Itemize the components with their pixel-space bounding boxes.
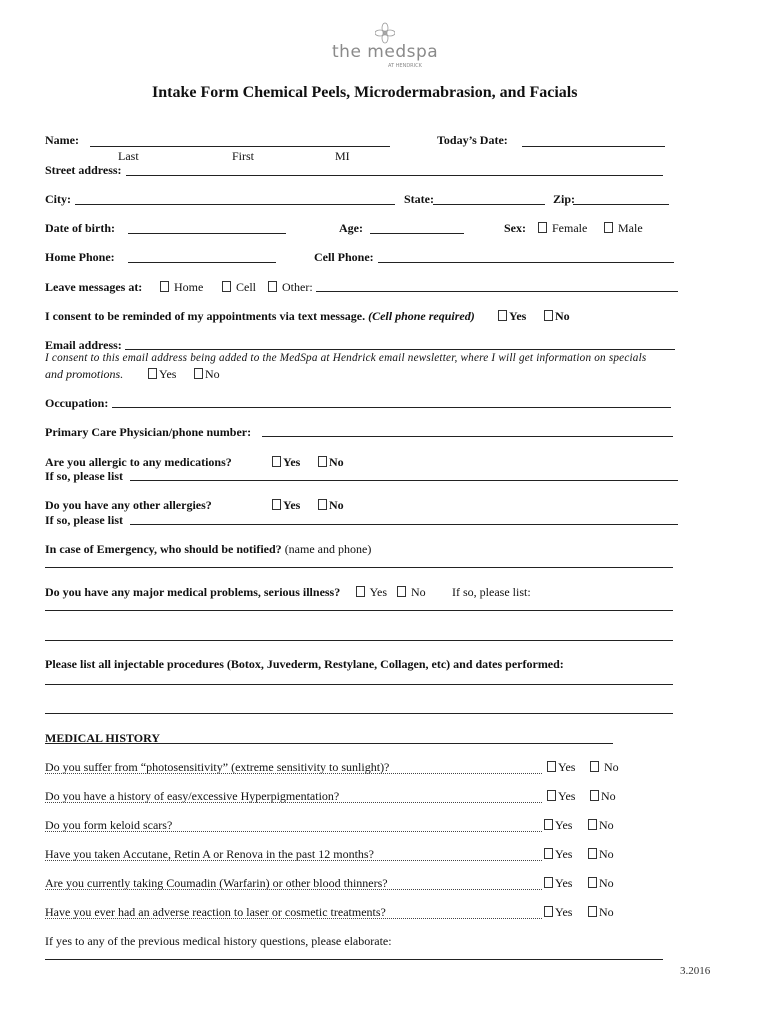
leave-cell-option[interactable] [222, 280, 256, 295]
checkbox-icon[interactable] [547, 761, 556, 772]
age-field[interactable] [370, 233, 464, 234]
emergency-label: In case of Emergency, who should be notified? [45, 542, 282, 556]
mh-q5-no[interactable] [588, 876, 614, 891]
checkbox-icon[interactable] [318, 456, 327, 467]
checkbox-icon[interactable] [318, 499, 327, 510]
home-phone-field[interactable] [128, 262, 276, 263]
mh-question-4: Have you taken Accutane, Retin A or Renova in the past 12 months? [45, 847, 374, 861]
first-label: First [232, 149, 255, 163]
checkbox-icon[interactable] [194, 368, 203, 379]
email-field[interactable] [125, 349, 675, 350]
no-label: No [599, 876, 614, 890]
dob-field[interactable] [128, 233, 286, 234]
emergency-contact [45, 542, 371, 557]
emergency-note: (name and phone) [284, 542, 372, 556]
yes-label: Yes [555, 876, 573, 890]
checkbox-icon[interactable] [148, 368, 157, 379]
text-consent-yes[interactable] [498, 309, 526, 324]
mh-dotted-leader [45, 918, 542, 919]
no-label: No [599, 905, 614, 919]
sex-label: Sex: [504, 221, 526, 235]
major-medical-field-1[interactable] [45, 610, 673, 611]
text-consent [45, 309, 475, 324]
text-consent-no[interactable] [544, 309, 570, 324]
allergic-meds-yes[interactable] [272, 455, 300, 470]
female-label: Female [552, 221, 588, 235]
checkbox-icon[interactable] [590, 761, 599, 772]
mh-question-5: Are you currently taking Coumadin (Warfarin) or other blood thinners? [45, 876, 388, 890]
email-consent-yes[interactable] [148, 367, 176, 382]
if-so-list-label: If so, please list [45, 513, 123, 527]
mh-question-3: Do you form keloid scars? [45, 818, 173, 832]
checkbox-icon[interactable] [544, 877, 553, 888]
no-label: No [601, 789, 616, 803]
checkbox-icon[interactable] [547, 790, 556, 801]
mh-dotted-leader [45, 889, 542, 890]
yes-label: Yes [509, 309, 527, 323]
pcp-field[interactable] [262, 436, 673, 437]
yes-label: Yes [555, 847, 573, 861]
yes-label: Yes [159, 367, 177, 381]
yes-label: Yes [555, 905, 573, 919]
todays-date-field[interactable] [522, 146, 665, 147]
other-field[interactable] [316, 291, 678, 292]
email-label: Email address: [45, 338, 122, 352]
cell-label: Cell [236, 280, 256, 294]
checkbox-icon[interactable] [590, 790, 599, 801]
no-label: No [555, 309, 570, 323]
mh-dotted-leader [45, 860, 542, 861]
other-allergies-list-field[interactable] [130, 524, 678, 525]
zip-label: Zip: [553, 192, 576, 206]
checkbox-icon[interactable] [588, 848, 597, 859]
logo-name: the medspa [332, 42, 439, 62]
if-so-please-list-label: If so, please list: [452, 585, 531, 599]
checkbox-icon[interactable] [544, 819, 553, 830]
name-label: Name: [45, 133, 79, 147]
medical-history-rule [45, 743, 613, 744]
medical-history-heading: MEDICAL HISTORY [45, 731, 161, 745]
major-medical-no[interactable] [397, 585, 426, 600]
dob-label: Date of birth: [45, 221, 115, 235]
zip-field[interactable] [573, 204, 669, 205]
email-consent-line-2 [45, 367, 123, 382]
checkbox-icon[interactable] [544, 848, 553, 859]
page-title: Intake Form Chemical Peels, Microdermabrasion, and Facials [152, 84, 578, 101]
other-label: Other: [282, 280, 313, 294]
footer-date-code: 3.2016 [680, 965, 711, 977]
elaborate-label: If yes to any of the previous medical history questions, please elaborate: [45, 934, 392, 948]
leave-other-option[interactable] [268, 280, 313, 295]
checkbox-icon[interactable] [588, 819, 597, 830]
yes-label: Yes [283, 455, 301, 469]
checkbox-icon[interactable] [544, 310, 553, 321]
checkbox-icon[interactable] [160, 281, 169, 292]
allergic-meds-list-field[interactable] [130, 480, 678, 481]
text-consent-label: I consent to be reminded of my appointments via text message. [45, 309, 366, 323]
injectables-field-2[interactable] [45, 713, 673, 714]
flower-logo-icon [375, 22, 395, 44]
mh-q6-yes[interactable] [544, 905, 572, 920]
yes-label: Yes [555, 818, 573, 832]
pcp-label: Primary Care Physician/phone number: [45, 425, 252, 439]
home-label: Home [174, 280, 204, 294]
allergic-meds-label: Are you allergic to any medications? [45, 455, 232, 469]
male-label: Male [618, 221, 643, 235]
yes-label: Yes [369, 585, 388, 599]
mh-q4-yes[interactable] [544, 847, 572, 862]
mi-label: MI [335, 149, 350, 163]
occupation-label: Occupation: [45, 396, 109, 410]
mh-question-2: Do you have a history of easy/excessive Hyperpigmentation? [45, 789, 340, 803]
other-allergies-no[interactable] [318, 498, 344, 513]
street-field[interactable] [126, 175, 663, 176]
checkbox-icon[interactable] [544, 906, 553, 917]
no-label: No [411, 585, 426, 599]
mh-question-6: Have you ever had an adverse reaction to laser or cosmetic treatments? [45, 905, 386, 919]
checkbox-icon[interactable] [222, 281, 231, 292]
sex-male-option[interactable] [604, 221, 643, 236]
mh-q1-no[interactable] [590, 760, 619, 775]
no-label: No [599, 818, 614, 832]
todays-date-label: Today’s Date: [437, 133, 508, 147]
if-so-list-label: If so, please list [45, 469, 123, 483]
mh-q4-no[interactable] [588, 847, 614, 862]
logo [330, 22, 440, 72]
sex-female-option[interactable] [538, 221, 587, 236]
email-consent-line-1: I consent to this email address being added to the MedSpa at Hendrick email newsletter, where I will get information on specials [45, 352, 647, 364]
no-label: No [329, 455, 344, 469]
yes-label: Yes [558, 789, 576, 803]
no-label: No [599, 847, 614, 861]
checkbox-icon[interactable] [538, 222, 547, 233]
cell-required-note: (Cell phone required) [368, 309, 475, 323]
checkbox-icon[interactable] [272, 499, 281, 510]
age-label: Age: [339, 221, 363, 235]
checkbox-icon[interactable] [498, 310, 507, 321]
cell-phone-field[interactable] [378, 262, 674, 263]
other-allergies-label: Do you have any other allergies? [45, 498, 212, 512]
mh-dotted-leader [45, 773, 542, 774]
city-field[interactable] [75, 204, 395, 205]
checkbox-icon[interactable] [356, 586, 365, 597]
leave-home-option[interactable] [160, 280, 203, 295]
checkbox-icon[interactable] [268, 281, 277, 292]
state-field[interactable] [433, 204, 545, 205]
home-phone-label: Home Phone: [45, 250, 115, 264]
email-consent-text: and promotions. [45, 367, 124, 381]
injectables-field-1[interactable] [45, 684, 673, 685]
mh-q3-no[interactable] [588, 818, 614, 833]
mh-q5-yes[interactable] [544, 876, 572, 891]
city-label: City: [45, 192, 71, 206]
major-medical-field-2[interactable] [45, 640, 673, 641]
emergency-field[interactable] [45, 567, 673, 568]
checkbox-icon[interactable] [604, 222, 613, 233]
major-medical-yes[interactable] [356, 585, 387, 600]
no-label: No [604, 760, 619, 774]
no-label: No [205, 367, 220, 381]
checkbox-icon[interactable] [588, 906, 597, 917]
mh-q2-yes[interactable] [547, 789, 575, 804]
mh-q6-no[interactable] [588, 905, 614, 920]
other-allergies-yes[interactable] [272, 498, 300, 513]
checkbox-icon[interactable] [397, 586, 406, 597]
checkbox-icon[interactable] [272, 456, 281, 467]
checkbox-icon[interactable] [588, 877, 597, 888]
elaborate-field[interactable] [45, 959, 663, 960]
mh-dotted-leader [45, 802, 542, 803]
major-medical-label: Do you have any major medical problems, serious illness? [45, 585, 341, 599]
mh-q3-yes[interactable] [544, 818, 572, 833]
injectables-label: Please list all injectable procedures (Botox, Juvederm, Restylane, Collagen, etc) and dates performed: [45, 657, 564, 671]
occupation-field[interactable] [112, 407, 671, 408]
email-consent-no[interactable] [194, 367, 220, 382]
state-label: State: [404, 192, 434, 206]
mh-q1-yes[interactable] [547, 760, 575, 775]
yes-label: Yes [283, 498, 301, 512]
leave-messages-label: Leave messages at: [45, 280, 143, 294]
mh-q2-no[interactable] [590, 789, 616, 804]
last-label: Last [118, 149, 139, 163]
allergic-meds-no[interactable] [318, 455, 344, 470]
mh-dotted-leader [45, 831, 542, 832]
logo-subtitle: AT HENDRICK [388, 63, 422, 69]
cell-phone-label: Cell Phone: [314, 250, 374, 264]
street-label: Street address: [45, 163, 122, 177]
mh-question-1: Do you suffer from “photosensitivity” (extreme sensitivity to sunlight)? [45, 760, 390, 774]
no-label: No [329, 498, 344, 512]
name-field[interactable] [90, 146, 390, 147]
yes-label: Yes [558, 760, 576, 774]
